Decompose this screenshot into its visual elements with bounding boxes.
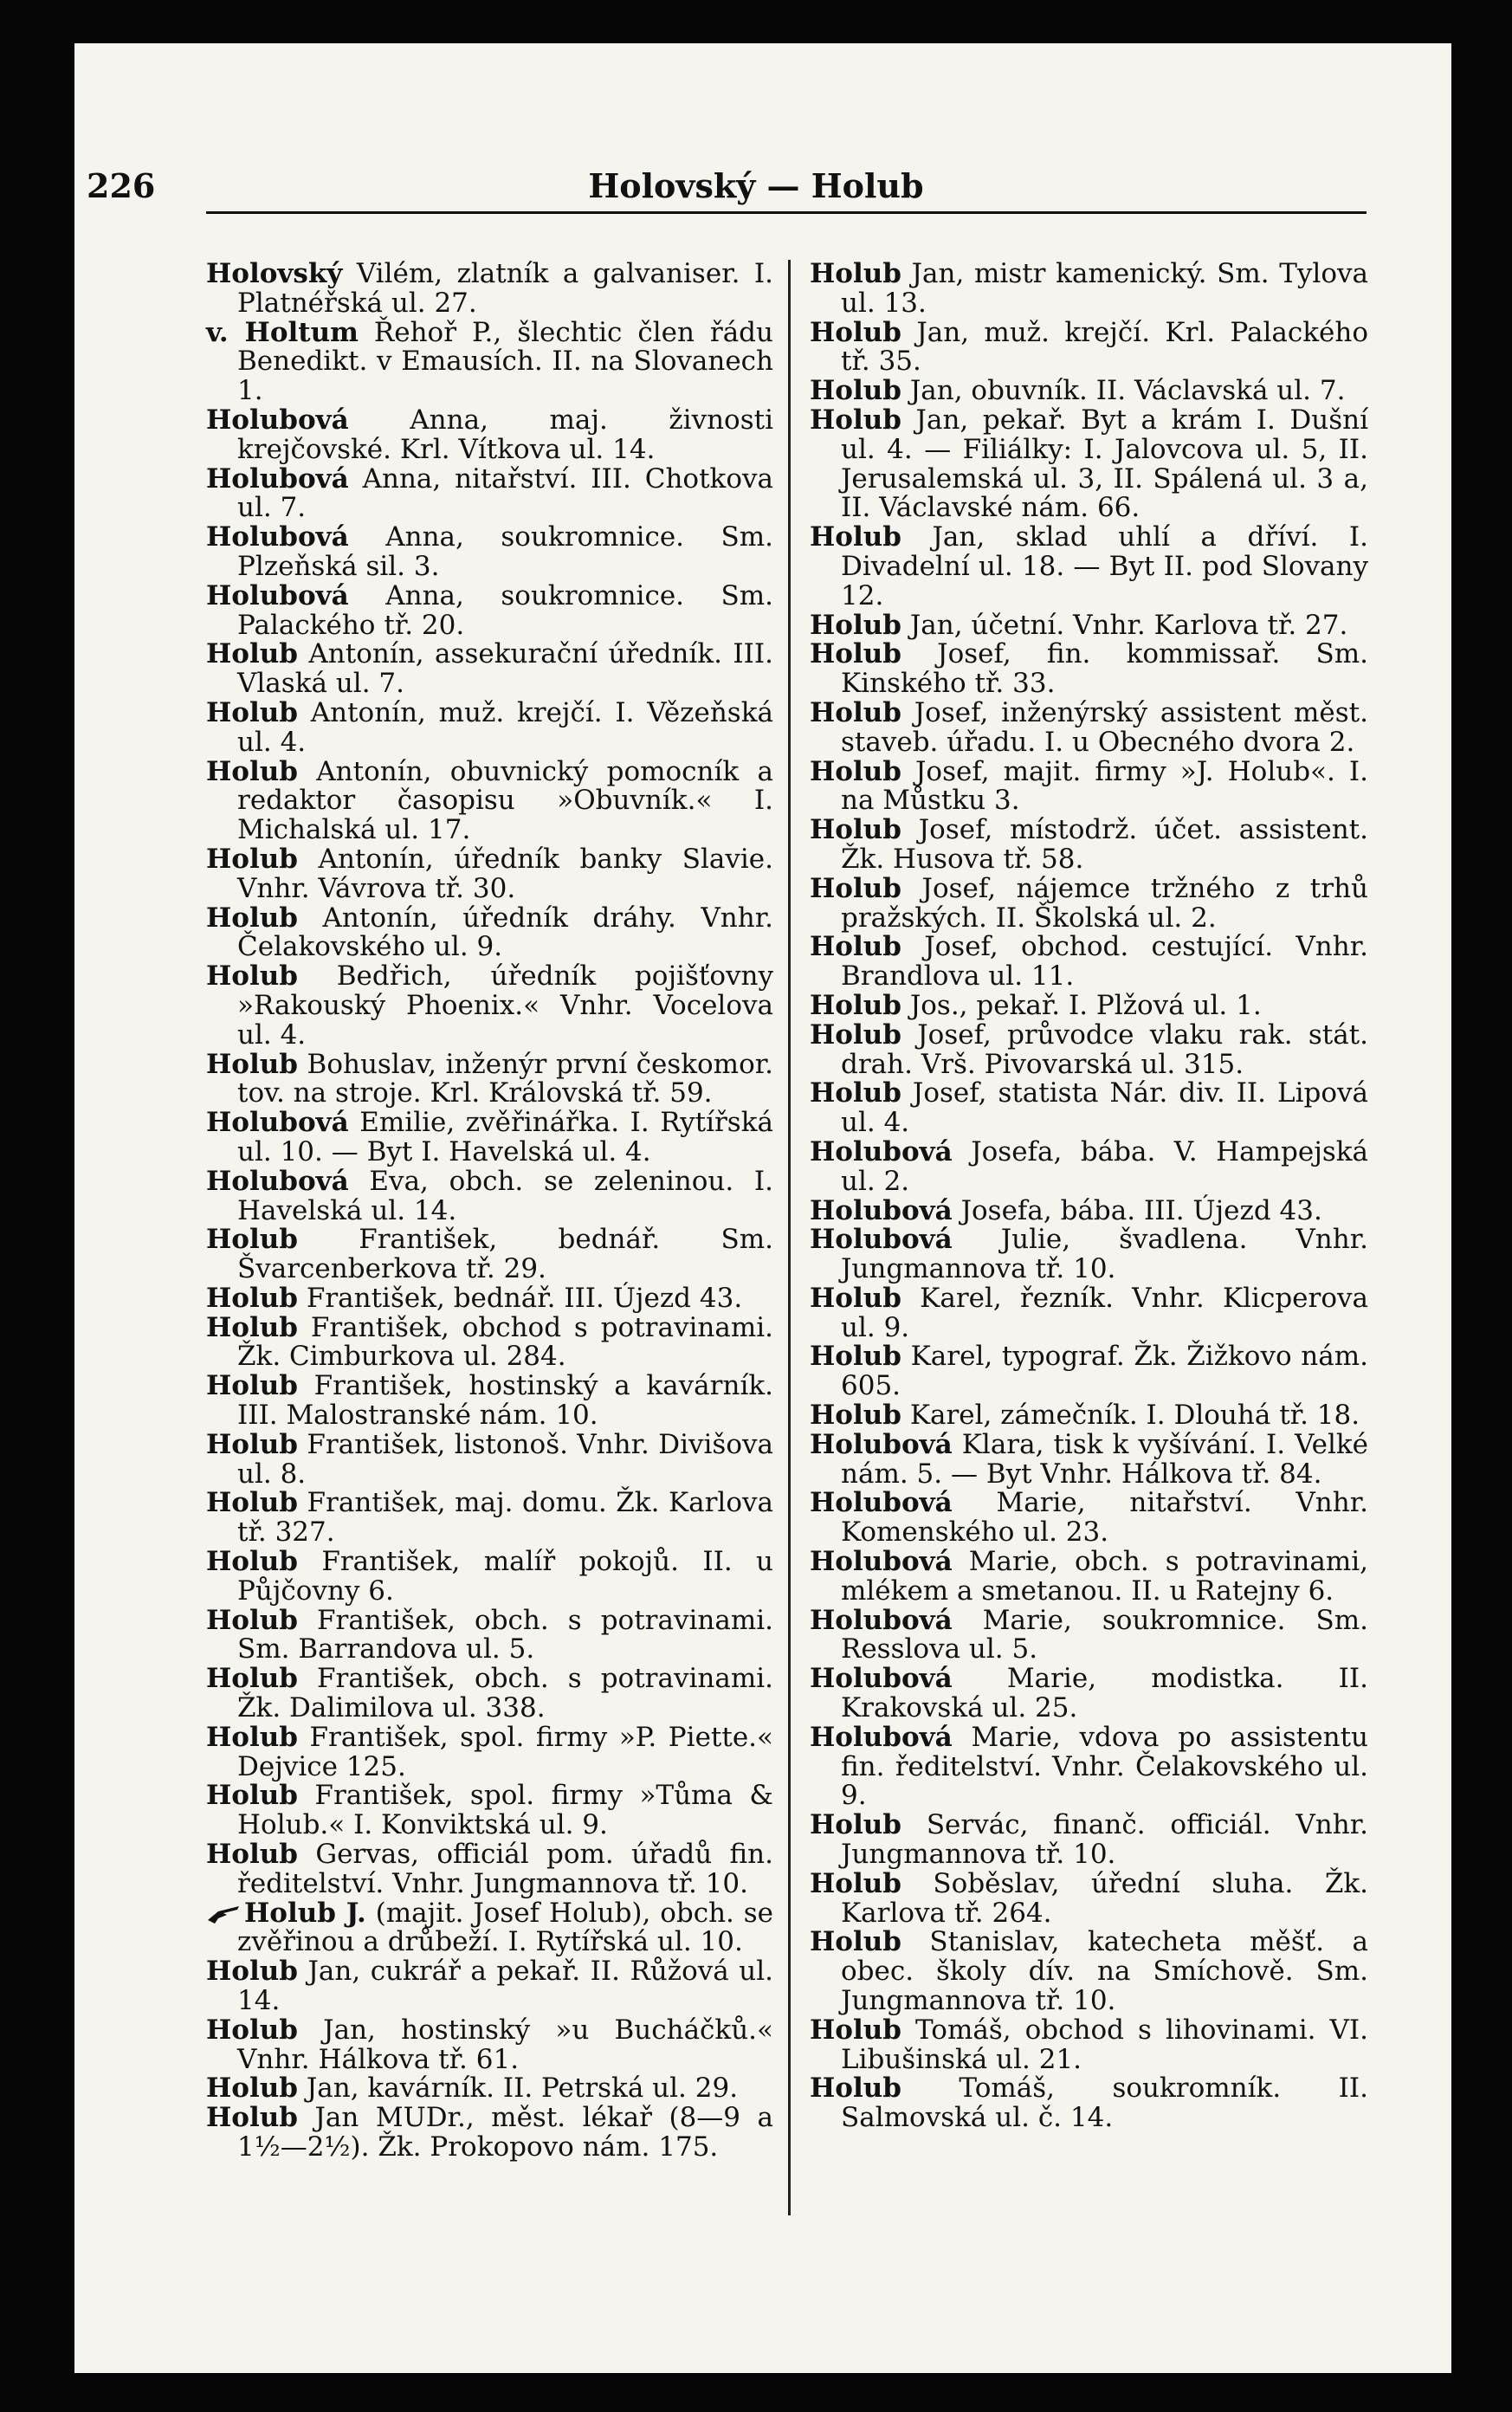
directory-entry [206, 2074, 773, 2104]
directory-entry [810, 1135, 1368, 1197]
entry-surname: Holub [206, 960, 298, 993]
directory-entry [206, 904, 773, 963]
directory-entry [206, 1840, 773, 1899]
entry-details: Jan, hostinský »u Bucháčků.« Vnhr. Hálkova tř. 61. [237, 2014, 773, 2075]
entry-details: Vilém, zlatník a galvaniser. I. Platnéřská ul. 27. [237, 258, 773, 319]
directory-entry [206, 1048, 773, 1109]
entry-details: Klara, tisk k vyšívání. I. Velké nám. 5. — Byt Vnhr. Hálkova tř. 84. [841, 1428, 1368, 1490]
entry-surname: Holub [810, 1018, 901, 1051]
directory-entry [206, 260, 773, 319]
entry-surname: Holub [206, 1663, 298, 1695]
directory-entry [810, 1284, 1368, 1343]
entry-surname: Holub [206, 1370, 298, 1402]
entry-surname: Holub [206, 2073, 298, 2105]
directory-entry [206, 1489, 773, 1548]
directory-entry [810, 1079, 1368, 1138]
directory-entry [206, 1225, 773, 1284]
entry-details: Emilie, zvěřinářka. I. Rytířská ul. 10. — Byt I. Havelská ul. 4. [237, 1107, 773, 1167]
entry-surname: Holubová [810, 1428, 953, 1460]
directory-entry [810, 1401, 1368, 1431]
entry-surname: Holubová [810, 1487, 953, 1519]
directory-entry [206, 316, 773, 407]
entry-details: Eva, obch. se zeleninou. I. Havelská ul. 14. [237, 1165, 773, 1226]
directory-entry [206, 1284, 773, 1314]
entry-details: Julie, švadlena. Vnhr. Jungmannova tř. 10. [841, 1224, 1368, 1285]
directory-entry [206, 1167, 773, 1226]
entry-details: František, obch. s potravinami. Žk. Dalimilova ul. 338. [237, 1663, 773, 1724]
directory-entry [206, 1311, 773, 1373]
directory-entry [206, 1957, 773, 2016]
directory-entry [206, 1665, 773, 1723]
page-number: 226 [87, 166, 156, 205]
entry-surname: Holub [810, 521, 901, 553]
entry-details: Jan, pekař. Byt a krám I. Dušní ul. 4. — Filiálky: I. Jalovcova ul. 5, II. Jerusalemská ul. 3, II. Spálená ul. 3 a, II. Václavské nám. 66. [841, 404, 1368, 524]
entry-surname: Holovský [206, 258, 343, 289]
entry-surname: Holub [206, 2014, 298, 2046]
entry-details: František, spol. firmy »P. Piette.« Dejvice 125. [237, 1721, 773, 1782]
entry-surname: Holub [206, 1428, 298, 1460]
header-rule [206, 211, 1367, 214]
entry-surname: Holub [810, 872, 901, 904]
entry-details: Marie, nitařství. Vnhr. Komenského ul. 23. [841, 1487, 1368, 1549]
entry-details: Soběslav, úřední sluha. Žk. Karlova tř. 264. [841, 1867, 1368, 1929]
directory-entry [810, 1723, 1368, 1811]
entry-surname: Holubová [810, 1663, 953, 1695]
directory-entry [206, 696, 773, 758]
directory-entry [206, 462, 773, 524]
entry-surname: Holub [810, 316, 901, 348]
entry-surname: Holubová [810, 1546, 953, 1578]
directory-entry [206, 406, 773, 465]
entry-details: Josefa, bába. V. Hampejská ul. 2. [841, 1135, 1368, 1197]
entry-surname: Holub [810, 609, 901, 641]
right-column [810, 260, 1368, 2133]
entry-details: Josef, statista Nár. div. II. Lipová ul. 4. [841, 1077, 1368, 1139]
entry-details: Marie, vdova po assistentu fin. ředitelství. Vnhr. Čelakovského ul. 9. [841, 1721, 1368, 1812]
entry-details: Tomáš, obchod s lihovinami. VI. Libušinská ul. 21. [841, 2014, 1368, 2075]
entry-surname: Holub [206, 843, 298, 875]
directory-entry [810, 816, 1368, 875]
entry-surname: Holubová [810, 1224, 953, 1256]
entry-surname: Holub [810, 755, 901, 787]
entry-surname: Holub [206, 2102, 298, 2134]
directory-entry [206, 523, 773, 582]
entry-details: Antonín, úředník dráhy. Vnhr. Čelakovského ul. 9. [237, 902, 773, 963]
entry-surname: v. Holtum [206, 316, 359, 348]
directory-entry [810, 1928, 1368, 2015]
directory-entry [810, 316, 1368, 378]
entry-details: Jan, cukrář a pekař. II. Růžová ul. 14. [237, 1956, 773, 2017]
entry-surname: Holub [206, 638, 298, 670]
directory-entry [810, 1428, 1368, 1490]
directory-entry [810, 1811, 1368, 1870]
entry-details: Antonín, assekurační úředník. III. Vlaská ul. 7. [237, 638, 773, 700]
entry-surname: Holub [810, 814, 901, 846]
entry-details: Josef, obchod. cestující. Vnhr. Brandlova ul. 11. [841, 931, 1368, 993]
entry-details: Marie, soukromnice. Sm. Resslova ul. 5. [841, 1604, 1368, 1665]
directory-entry [810, 1604, 1368, 1665]
directory-entry [810, 1194, 1368, 1226]
entry-surname: Holub [810, 2073, 901, 2105]
entry-surname: Holub [206, 1487, 298, 1519]
entry-surname: Holubová [206, 462, 349, 495]
entry-surname: Holub [206, 1224, 298, 1256]
entry-details: Marie, obch. s potravinami, mlékem a smetanou. II. u Ratejny 6. [841, 1546, 1368, 1607]
entry-details: František, bednář. Sm. Švarcenberkova tř. 29. [237, 1224, 773, 1285]
entry-surname: Holub [810, 1400, 901, 1432]
directory-entry [206, 1723, 773, 1782]
entry-details: Antonín, muž. krejčí. I. Vězeňská ul. 4. [237, 696, 773, 758]
entry-details: František, obch. s potravinami. Sm. Barrandova ul. 5. [237, 1604, 773, 1665]
entry-surname: Holub [206, 1839, 298, 1871]
directory-entry [810, 1665, 1368, 1723]
entry-details: František, bednář. III. Újezd 43. [297, 1282, 743, 1314]
entry-details: Marie, modistka. II. Krakovská ul. 25. [841, 1663, 1368, 1724]
entry-surname: Holub [206, 1311, 298, 1343]
entry-details: (majit. Josef Holub), obch. se zvěřinou a drůbeží. I. Rytířská ul. 10. [237, 1897, 773, 1958]
directory-entry [206, 1428, 773, 1490]
entry-details: Jan, kavárník. II. Petrská ul. 29. [297, 2073, 739, 2105]
entry-surname: Holub [810, 989, 901, 1021]
entry-surname: Holub [206, 1546, 298, 1578]
directory-entry [810, 406, 1368, 523]
directory-entry [810, 1225, 1368, 1284]
directory-entry [810, 1489, 1368, 1548]
entry-surname: Holub [206, 1956, 298, 1988]
directory-entry [206, 2016, 773, 2075]
entry-surname: Holub [810, 1809, 901, 1841]
entry-details: Jan, sklad uhlí a dříví. I. Divadelní ul. 18. — Byt II. pod Slovany 12. [841, 521, 1368, 611]
entry-details: Bohuslav, inženýr první českomor. tov. na stroje. Krl. Královská tř. 59. [237, 1048, 773, 1109]
entry-surname: Holub [810, 1926, 901, 1958]
entry-details: Bedřich, úředník pojišťovny »Rakouský Phoenix.« Vnhr. Vocelova ul. 4. [237, 960, 773, 1051]
directory-entry [810, 611, 1368, 641]
entry-details: Karel, řezník. Vnhr. Klicperova ul. 9. [841, 1282, 1368, 1343]
entry-surname: Holubová [810, 1604, 953, 1636]
entry-surname: Holubová [810, 1135, 953, 1167]
entry-details: Tomáš, soukromník. II. Salmovská ul. č. 14. [841, 2073, 1368, 2134]
directory-entry [810, 2016, 1368, 2075]
entry-surname: Holub [206, 902, 298, 934]
directory-entry [810, 260, 1368, 319]
directory-entry [810, 1548, 1368, 1607]
entry-surname: Holub [810, 404, 901, 436]
directory-entry [810, 523, 1368, 611]
entry-details: Josef, místodrž. účet. assistent. Žk. Husova tř. 58. [841, 814, 1368, 875]
entry-details: Josef, majit. firmy »J. Holub«. I. na Můstku 3. [841, 755, 1368, 817]
entry-details: Josef, průvodce vlaku rak. stát. drah. Vrš. Pivovarská ul. 315. [841, 1018, 1368, 1080]
entry-details: Jan, muž. krejčí. Krl. Palackého tř. 35. [841, 316, 1368, 378]
entry-details: Josefa, bába. III. Újezd 43. [952, 1194, 1322, 1226]
entry-details: František, malíř pokojů. II. u Půjčovny 6. [237, 1546, 773, 1607]
directory-entry [206, 1372, 773, 1431]
directory-entry [206, 1548, 773, 1607]
entry-details: František, maj. domu. Žk. Karlova tř. 327. [237, 1487, 773, 1549]
entry-surname: Holub [810, 2014, 901, 2046]
entry-surname: Holub [206, 1048, 298, 1080]
entry-details: Anna, maj. živnosti krejčovské. Krl. Vítkova ul. 14. [237, 404, 773, 465]
entry-details: Antonín, úředník banky Slavie. Vnhr. Vávrova tř. 30. [237, 843, 773, 904]
directory-entry [206, 755, 773, 846]
entry-details: Josef, inženýrský assistent měst. staveb. úřadu. I. u Obecného dvora 2. [841, 696, 1368, 758]
entry-surname: Holubová [206, 521, 349, 553]
entry-surname: Holub [810, 375, 901, 407]
directory-entry [206, 640, 773, 699]
column-divider [788, 260, 791, 2215]
entry-surname: Holubová [206, 1165, 349, 1197]
directory-entry [810, 2074, 1368, 2133]
entry-surname: Holubová [206, 579, 349, 611]
entry-surname: Holub [810, 1867, 901, 1899]
entry-details: Gervas, officiál pom. úřadů fin. ředitelství. Vnhr. Jungmannova tř. 10. [237, 1839, 773, 1899]
entry-surname: Holub [810, 1282, 901, 1314]
directory-entry [810, 377, 1368, 406]
entry-surname: Holubová [206, 404, 349, 436]
entry-details: Jan, obuvník. II. Václavská ul. 7. [901, 375, 1346, 407]
entry-details: Anna, soukromnice. Sm. Plzeňská sil. 3. [237, 521, 773, 582]
entry-surname: Holub [206, 755, 298, 787]
directory-entry [810, 755, 1368, 817]
running-head: Holovský — Holub [588, 166, 924, 205]
entry-details: Anna, soukromnice. Sm. Palackého tř. 20. [237, 579, 773, 641]
directory-entry [810, 1018, 1368, 1080]
directory-entry [810, 1342, 1368, 1401]
entry-details: Karel, zámečník. I. Dlouhá tř. 18. [901, 1400, 1360, 1432]
entry-surname: Holub J. [244, 1897, 366, 1929]
entry-surname: Holub [810, 1341, 901, 1373]
entry-surname: Holub [810, 1077, 901, 1109]
entry-details: Antonín, obuvnický pomocník a redaktor časopisu »Obuvník.« I. Michalská ul. 17. [237, 755, 773, 846]
entry-surname: Holub [810, 258, 901, 289]
entry-surname: Holubová [810, 1194, 953, 1226]
directory-entry [810, 872, 1368, 934]
entry-details: František, hostinský a kavárník. III. Malostranské nám. 10. [237, 1370, 773, 1432]
entry-details: Stanislav, katecheta měšť. a obec. školy dív. na Smíchově. Sm. Jungmannova tř. 10. [841, 1926, 1368, 2017]
directory-entry [810, 640, 1368, 699]
entry-details: Řehoř P., šlechtic člen řádu Benedikt. v Emausích. II. na Slovanech 1. [237, 316, 773, 407]
directory-entry [206, 1109, 773, 1167]
entry-details: Jos., pekař. I. Plžová ul. 1. [901, 989, 1262, 1021]
entry-details: Jan, účetní. Vnhr. Karlova tř. 27. [901, 609, 1348, 641]
directory-entry [206, 1604, 773, 1665]
pointing-hand-icon [206, 1903, 241, 1925]
entry-surname: Holubová [810, 1721, 953, 1753]
entry-surname: Holub [206, 696, 298, 728]
entry-surname: Holub [206, 1780, 298, 1812]
directory-entry [206, 2104, 773, 2163]
directory-entry [206, 1899, 773, 1958]
entry-surname: Holub [206, 1282, 298, 1314]
entry-details: Jan MUDr., měst. lékař (8—9 a 1½—2½). Žk. Prokopovo nám. 175. [237, 2102, 773, 2163]
entry-details: Servác, finanč. officiál. Vnhr. Jungmannova tř. 10. [841, 1809, 1368, 1871]
directory-entry [206, 579, 773, 641]
entry-details: František, obchod s potravinami. Žk. Cimburkova ul. 284. [237, 1311, 773, 1373]
directory-entry [810, 1867, 1368, 1929]
entry-surname: Holub [206, 1604, 298, 1636]
entry-details: Josef, fin. kommissař. Sm. Kinského tř. 33. [841, 638, 1368, 700]
entry-surname: Holubová [206, 1107, 349, 1139]
directory-entry [810, 696, 1368, 758]
left-column [206, 260, 773, 2163]
entry-surname: Holub [810, 696, 901, 728]
directory-entry [810, 933, 1368, 992]
entry-details: Jan, mistr kamenický. Sm. Tylova ul. 13. [841, 258, 1368, 319]
entry-surname: Holub [810, 638, 901, 670]
directory-entry [810, 989, 1368, 1021]
entry-details: František, spol. firmy »Tůma & Holub.« I. Konviktská ul. 9. [237, 1780, 773, 1841]
entry-details: Josef, nájemce tržného z trhů pražských. II. Školská ul. 2. [841, 872, 1368, 934]
directory-entry [206, 1782, 773, 1840]
entry-details: Anna, nitařství. III. Chotkova ul. 7. [237, 462, 773, 524]
entry-surname: Holub [206, 1721, 298, 1753]
directory-entry [206, 962, 773, 1050]
entry-details: František, listonoš. Vnhr. Divišova ul. 8. [237, 1428, 773, 1490]
entry-surname: Holub [810, 931, 901, 963]
directory-entry [206, 845, 773, 904]
entry-details: Karel, typograf. Žk. Žižkovo nám. 605. [841, 1341, 1368, 1402]
